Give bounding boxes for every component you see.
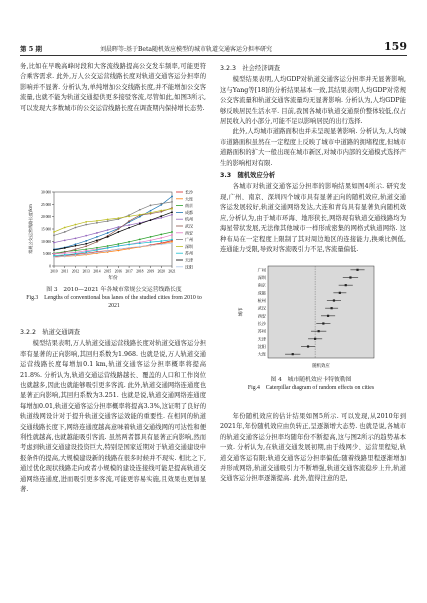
- data-point: [150, 244, 152, 246]
- legend-label: 广州: [185, 237, 193, 243]
- data-point: [139, 214, 141, 216]
- city-label: 深圳: [257, 275, 266, 280]
- issue-label: 第 5 期: [20, 45, 43, 53]
- data-point: [85, 240, 87, 242]
- data-point: [85, 224, 87, 226]
- legend-label: 杭州: [185, 216, 193, 222]
- data-point: [160, 234, 162, 236]
- data-point: [171, 234, 173, 236]
- data-point: [75, 224, 77, 226]
- data-point: [150, 241, 152, 243]
- data-point: [150, 210, 152, 212]
- x-tick-label: 2014: [93, 269, 101, 274]
- series-line: [54, 240, 172, 256]
- x-tick-label: 2013: [82, 269, 90, 274]
- data-point: [128, 224, 130, 226]
- data-point: [75, 245, 77, 247]
- series-line: [54, 196, 172, 249]
- left-column-lower: [20, 326, 206, 496]
- page-header: [0, 0, 427, 58]
- legend-label: 大连: [185, 196, 193, 202]
- city-label: 天津: [257, 336, 266, 342]
- legend-label: 深圳: [185, 243, 193, 249]
- x-tick-label: 2021: [168, 269, 176, 274]
- section-3-2-2-heading: 3.2.2 轨道交通调查: [20, 329, 81, 336]
- data-point: [160, 215, 162, 217]
- data-point: [107, 250, 109, 252]
- data-point: [75, 248, 77, 250]
- data-point: [128, 227, 130, 229]
- figure-4-chart: [236, 262, 386, 372]
- data-point: [117, 217, 119, 219]
- right-column: [220, 62, 406, 255]
- data-point: [128, 244, 130, 246]
- data-point: [96, 239, 98, 241]
- data-point: [171, 208, 173, 210]
- city-label: 南京: [257, 282, 266, 288]
- figure-4-caption-cn: 图 4 城市随机效应卡特彼勒图: [270, 377, 352, 383]
- figure-4: [236, 262, 386, 391]
- y-tick-label: 25 000: [41, 202, 51, 207]
- data-point: [64, 231, 66, 233]
- data-point: [171, 196, 173, 198]
- data-point: [160, 237, 162, 239]
- x-axis-label: 年份: [108, 276, 118, 281]
- figure-3: [24, 186, 204, 309]
- data-point: [107, 232, 109, 234]
- effect-point: [339, 292, 341, 294]
- data-point: [171, 231, 173, 233]
- data-point: [117, 243, 119, 245]
- data-point: [160, 240, 162, 242]
- figure-3-chart: [24, 186, 204, 282]
- data-point: [139, 223, 141, 225]
- city-label: 西安: [257, 313, 266, 319]
- data-point: [139, 238, 141, 240]
- data-point: [96, 232, 98, 234]
- data-point: [85, 235, 87, 237]
- effect-point: [292, 353, 294, 355]
- data-point: [150, 239, 152, 241]
- legend-label: 长沙: [185, 189, 193, 195]
- effect-point: [327, 315, 329, 317]
- data-point: [53, 249, 55, 251]
- data-point: [75, 254, 77, 256]
- running-title: 刘晨晖等:基于Beta随机效应模型的城市轨道交通客运分担率研究: [100, 46, 272, 53]
- legend-label: 西安: [185, 230, 193, 236]
- figure-3-caption-cn: 图 3 2010—2021 年各城市常规公交运营线路长度: [46, 287, 182, 293]
- legend-label: 苏州: [185, 250, 193, 256]
- left-bottom-paragraph: 模型结果表明,万人轨道交通运营线路长度对轨道交通客运分担率有显著的正向影响,其回归系数为1.968. 也就是说,万人轨道交通运营线路长度每增加0.1 km,轨道交通客运分担率概率将提高21.8%. 分析认为,轨道交通运营线路越长、覆盖的人口和工作岗位也就越多,因此也就能够吸引更多客流. 此外,轨道交通网络连通度也显著正向影响,其回归系数为3.251. 也就是说,轨道交通网络连通度每增加0.01,轨道交通客运分担率概率将提高3.3%,这证明了良好的轨道线网设计对于提升轨道交通客运效能的重要性. 在相同的轨道交通线路长度下,网络连通度越高意味着轨道交通线网的可达性和便利性就越高,也就越能吸引客流. 虽然两者都具有显著正向影响,然而考虑到轨道交通建设投资巨大,特别是国家近期对于轨道交通建设申报条件的提高,大规模建设新的线路在很多时候并不现实. 相比之下,通过优化现状线路走向或者小规模的建设连接线可能是提高轨道交通网络连通度,进而吸引更多客流,可能更容易实施,且效果也更加显著.: [20, 340, 206, 494]
- effect-point: [333, 299, 335, 301]
- y-tick-label: 20 000: [41, 215, 51, 220]
- data-point: [64, 239, 66, 241]
- x-tick-label: 2017: [125, 269, 133, 274]
- data-point: [75, 237, 77, 239]
- data-point: [53, 256, 55, 258]
- city-label: 武汉: [257, 305, 266, 311]
- data-point: [96, 252, 98, 254]
- data-point: [85, 253, 87, 255]
- city-label: 长沙: [257, 321, 266, 326]
- y-tick-label: 5 000: [42, 252, 51, 257]
- data-point: [117, 226, 119, 228]
- chart-axes: [27, 191, 176, 282]
- data-point: [171, 242, 173, 244]
- data-point: [85, 245, 87, 247]
- data-point: [96, 222, 98, 224]
- y-tick-label: 15 000: [41, 227, 51, 232]
- data-point: [160, 217, 162, 219]
- page-number: 159: [384, 40, 407, 53]
- chart-series: [53, 196, 173, 258]
- data-point: [53, 231, 55, 233]
- data-point: [64, 255, 66, 257]
- effect-point: [318, 330, 320, 332]
- right-bottom-paragraph: 年份随机效应的估计结果如图5所示. 可以发现,从2010年到2021年,年份随机效应由负转正,呈逐渐增大态势. 也就是说,各城市的轨道交通客运分担率均随年份不断提高,这与图2所示的趋势基本一致. 分析认为,在轨道交通发展初期,由于线网少、运营里程短,轨道交通客运有限;轨道交通客运分担率偏低;随着线路里程逐渐增加并形成网络,轨道交通吸引力不断增强,轨道交通客流稳步上升,轨道交通客运分担率逐渐提高. 此外,值得注意的是,: [220, 413, 406, 483]
- data-point: [96, 236, 98, 238]
- figure-4-caption-en: Fig.4 Caterpillar diagram of random effects on cities: [247, 385, 375, 391]
- data-point: [64, 252, 66, 254]
- data-point: [107, 247, 109, 249]
- left-top-paragraph: 务,比如在早晚高峰时段和大客流线路提高公交发车频率,可能更符合乘客需求. 此外,万人公交运营线路长度对轨道交通客运分担率的影响并不显著. 分析认为,单纯增加公交线路长度,并不能增加公交客流量,也就不能为轨道交通提供更多接驳客流,尽管如此,如图3所示,可以发现大多数城市的公交运营线路长度在调查期内保持增长态势.: [20, 63, 206, 112]
- effect-point: [345, 284, 347, 286]
- right-mid-paragraph: 各城市对轨道交通客运分担率的影响结果如图4所示. 研究发现,广州、南京、深圳四个城市具有显著正向的随机效应,轨道交通客运发展较好,轨道交通网络发达,大连和青岛具有显著负向随机效应,分析认为,由于城市环海、地形狭长,网络现有轨道交通线路均为海星带状发展,无法像其他城市一样形成密集的网格式轨道网络. 这种布局在一定程度上限制了其对周边地区的连接能力,换乘比例低,连通能力受限,导致对客流吸引力不足,客流量偏低.: [220, 183, 406, 253]
- data-point: [75, 227, 77, 229]
- legend-label: 沈阳: [185, 264, 193, 270]
- y-tick-label: 10 000: [41, 239, 51, 244]
- data-point: [139, 246, 141, 248]
- data-point: [107, 229, 109, 231]
- data-point: [171, 211, 173, 213]
- right-top-paragraph-1: 模型结果表明,人均GDP对轨道交通客运分担率并无显著影响,这与Yang等[18]的分析结果基本一致,其结果表明人均GDP对常规公交客流量和轨道交通客流量均无显著影响. 分析认为,人均GDP能够反映居民生活水平. 目前,我国各城市轨道交通票价整体较低,仅占居民收入的小部分,可能不足以影响居民的出行选择.: [220, 76, 406, 126]
- data-point: [85, 251, 87, 253]
- x-tick-label: 2012: [71, 269, 80, 274]
- x-tick-label: 2018: [136, 269, 144, 274]
- chart-legend: [176, 189, 194, 270]
- effect-point: [331, 307, 333, 309]
- city-label: 苏州: [257, 328, 266, 334]
- data-point: [85, 243, 87, 245]
- right-top-paragraph-2: 此外,人均城市道路面积也并未呈现显著影响. 分析认为,人均城市道路面积虽然在一定程度上反映了城市中道路的拥堵程度,但城市道路面积的扩大一般出现在城市新区,对城市内部的交通模式选择产生的影响相对有限.: [220, 128, 406, 167]
- x-axis-label: 随机效应: [312, 364, 330, 369]
- left-column: [20, 62, 206, 114]
- x-tick-label: 2011: [61, 269, 69, 274]
- effect-point: [322, 322, 324, 324]
- data-point: [96, 220, 98, 222]
- data-point: [53, 242, 55, 244]
- data-point: [53, 253, 55, 255]
- data-point: [85, 221, 87, 223]
- figure-3-caption-en: Fig.3 Lengths of conventional bus lanes of the studied cities from 2010 to 2021: [26, 295, 202, 309]
- data-point: [139, 209, 141, 211]
- data-point: [171, 201, 173, 203]
- effect-point: [314, 338, 316, 340]
- y-tick-label: 30 000: [41, 190, 51, 195]
- data-point: [139, 242, 141, 244]
- x-tick-label: 2016: [114, 269, 122, 274]
- data-point: [150, 204, 152, 206]
- section-3-2-3-heading: 3.2.3 社会经济调查: [220, 65, 281, 72]
- section-3-3-heading: 3.3 随机效应分析: [220, 172, 276, 180]
- data-point: [107, 220, 109, 222]
- x-tick-label: 2015: [104, 269, 112, 274]
- data-point: [96, 249, 98, 251]
- data-point: [107, 245, 109, 247]
- legend-label: 成都: [185, 209, 193, 215]
- data-point: [107, 236, 109, 238]
- y-tick-label: 0: [49, 264, 51, 269]
- data-point: [117, 228, 119, 230]
- legend-label: 南京: [185, 203, 193, 209]
- legend-label: 天津: [185, 257, 193, 263]
- data-point: [128, 241, 130, 243]
- effect-point: [307, 345, 309, 347]
- data-point: [64, 227, 66, 229]
- x-tick-label: 2010: [50, 269, 58, 274]
- plot-area: [268, 266, 374, 358]
- data-point: [150, 219, 152, 221]
- effect-point: [356, 269, 358, 271]
- data-point: [117, 245, 119, 247]
- effect-point: [349, 276, 351, 278]
- data-point: [160, 203, 162, 205]
- data-point: [117, 248, 119, 250]
- data-point: [128, 220, 130, 222]
- city-label: 成都: [257, 290, 266, 296]
- data-point: [171, 239, 173, 241]
- data-point: [160, 243, 162, 245]
- header-rule: [20, 55, 407, 56]
- data-point: [160, 210, 162, 212]
- data-point: [150, 236, 152, 238]
- y-axis-label: 常规公交运营线路长度/km: [28, 204, 33, 254]
- city-label: 沈阳: [257, 344, 266, 349]
- legend-label: 武汉: [185, 223, 193, 229]
- caterpillar-plot: [237, 266, 374, 369]
- city-label: 大连: [257, 351, 266, 357]
- city-label: 广州: [257, 267, 266, 273]
- x-tick-label: 2020: [157, 269, 165, 274]
- data-point: [128, 216, 130, 218]
- data-point: [117, 231, 119, 233]
- city-label: 杭州: [257, 298, 266, 303]
- right-column-lower: [220, 412, 406, 485]
- data-point: [171, 214, 173, 216]
- data-point: [107, 218, 109, 220]
- data-point: [150, 212, 152, 214]
- data-point: [53, 235, 55, 237]
- y-axis-label: 城市: [239, 307, 244, 317]
- data-point: [128, 247, 130, 249]
- x-tick-label: 2019: [146, 269, 155, 274]
- data-point: [64, 247, 66, 249]
